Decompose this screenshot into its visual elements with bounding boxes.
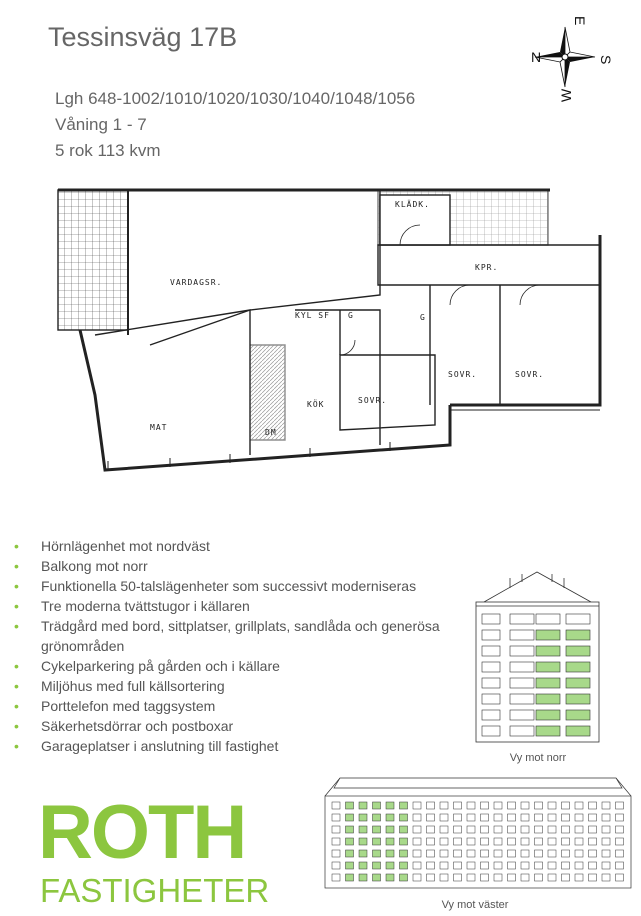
apartment-numbers: Lgh 648-1002/1010/1020/1030/1040/1048/1056 [55, 89, 416, 108]
feature-item [14, 556, 454, 576]
feature-item [14, 716, 454, 736]
feature-item [14, 676, 454, 696]
room-g-1: G [348, 311, 354, 320]
logo-roth: ROTH [38, 790, 246, 875]
caption-north: Vy mot norr [509, 752, 567, 764]
feature-text: Trädgård med bord, sittplatser, grillplats, sandlåda och generösa grönområden [41, 618, 440, 654]
feature-text: Funktionella 50-talslägenheter som successivt moderniseras [41, 578, 417, 594]
page-title: Tessinsväg 17B [48, 22, 238, 52]
bullet-icon: • [14, 738, 19, 754]
bullet-icon: • [14, 658, 19, 674]
floor-range: Våning 1 - 7 [55, 115, 147, 134]
bullet-icon: • [14, 678, 19, 694]
bullet-icon: • [14, 578, 19, 594]
feature-item [14, 696, 454, 716]
compass-e: E [572, 16, 588, 26]
bullet-icon: • [14, 538, 19, 554]
compass-s: S [598, 55, 614, 65]
caption-west: Vy mot väster [441, 899, 509, 911]
bullet-icon: • [14, 558, 19, 574]
feature-item [14, 736, 454, 756]
bullet-icon: • [14, 698, 19, 714]
balcony [58, 190, 128, 330]
building-north-elevation [470, 570, 605, 745]
room-kok: KÖK [307, 400, 325, 409]
feature-text: Miljöhus med full källsortering [41, 678, 225, 694]
bullet-icon: • [14, 598, 19, 614]
feature-text: Hörnlägenhet mot nordväst [41, 538, 210, 554]
feature-text: Balkong mot norr [41, 558, 148, 574]
feature-item [14, 596, 454, 616]
building-west-elevation [320, 772, 636, 890]
feature-text: Garageplatser i anslutning till fastighet [41, 738, 279, 754]
compass-n: N [531, 49, 542, 65]
feature-item [14, 616, 454, 656]
room-vardagsrum: VARDAGSR. [170, 278, 223, 287]
room-mat: MAT [150, 423, 168, 432]
room-sovrum-1: SOVR. [358, 396, 388, 405]
compass-rose-icon [525, 12, 614, 102]
compass-w: W [558, 88, 574, 102]
feature-item [14, 656, 454, 676]
feature-text: Tre moderna tvättstugor i källaren [41, 598, 250, 614]
bullet-icon: • [14, 718, 19, 734]
room-dm: DM [265, 428, 277, 437]
feature-text: Porttelefon med taggsystem [41, 698, 216, 714]
room-g-2: G [420, 313, 426, 322]
feature-text: Säkerhetsdörrar och postboxar [41, 718, 234, 734]
feature-text: Cykelparkering på gården och i källare [41, 658, 280, 674]
room-kpr: KPR. [475, 263, 499, 272]
logo-fastigheter: FASTIGHETER [40, 872, 270, 909]
room-sovrum-2: SOVR. [448, 370, 478, 379]
feature-item [14, 576, 454, 596]
room-kyl-sf: KYL SF [295, 311, 330, 320]
feature-list [14, 536, 454, 756]
feature-item [14, 536, 454, 556]
bullet-icon: • [14, 618, 19, 634]
floor-plan [50, 185, 610, 495]
room-sovrum-3: SOVR. [515, 370, 545, 379]
room-kladk: KLÄDK. [395, 200, 430, 209]
apartment-size: 5 rok 113 kvm [55, 141, 161, 160]
